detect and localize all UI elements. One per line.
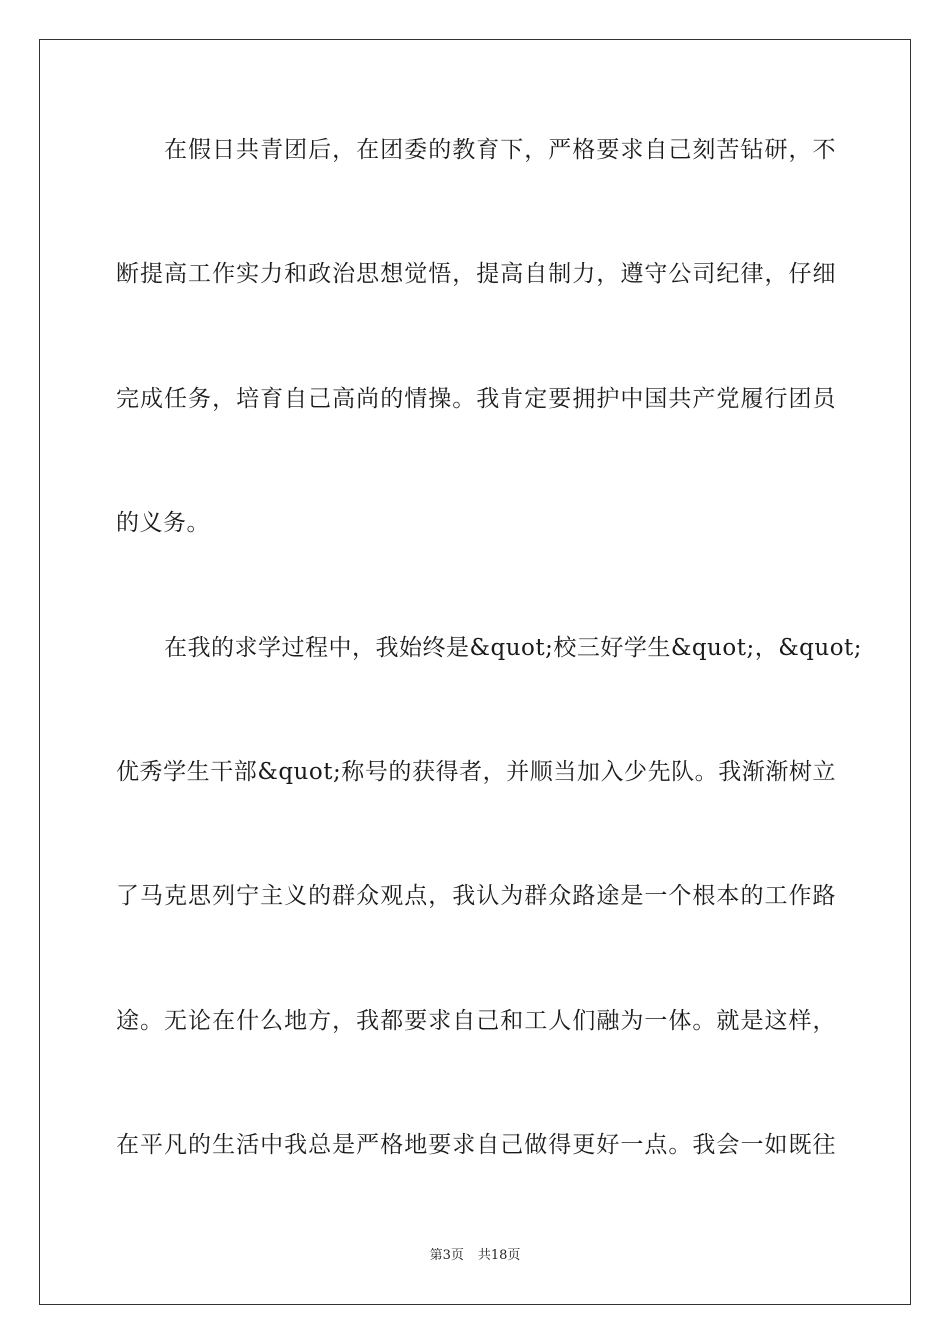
paragraph-1-line-1: 在假日共青团后，在团委的教育下，严格要求自己刻苦钻研，不 <box>164 137 836 163</box>
paragraph-2-line-4: 途。无论在什么地方，我都要求自己和工人们融为一体。就是这样， <box>116 1008 836 1034</box>
paragraph-1-line-4: 的义务。 <box>116 510 210 536</box>
paragraph-2-line-1: 在我的求学过程中，我始终是&quot;校三好学生&quot;，&quot; <box>164 635 863 661</box>
paragraph-1-line-2: 断提高工作实力和政治思想觉悟，提高自制力，遵守公司纪律，仔细 <box>116 261 836 287</box>
paragraph-2-line-2: 优秀学生干部&quot;称号的获得者，并顺当加入少先队。我渐渐树立 <box>116 759 836 785</box>
paragraph-2-line-3: 了马克思列宁主义的群众观点，我认为群众路途是一个根本的工作路 <box>116 883 836 909</box>
page-border <box>39 39 911 1305</box>
page-footer <box>0 1247 950 1265</box>
paragraph-2-line-5: 在平凡的生活中我总是严格地要求自己做得更好一点。我会一如既往 <box>116 1132 836 1158</box>
page-number: 第3页 <box>429 1248 464 1263</box>
page-total: 共18页 <box>477 1248 521 1263</box>
paragraph-1-line-3: 完成任务，培育自己高尚的情操。我肯定要拥护中国共产党履行团员 <box>116 386 836 412</box>
